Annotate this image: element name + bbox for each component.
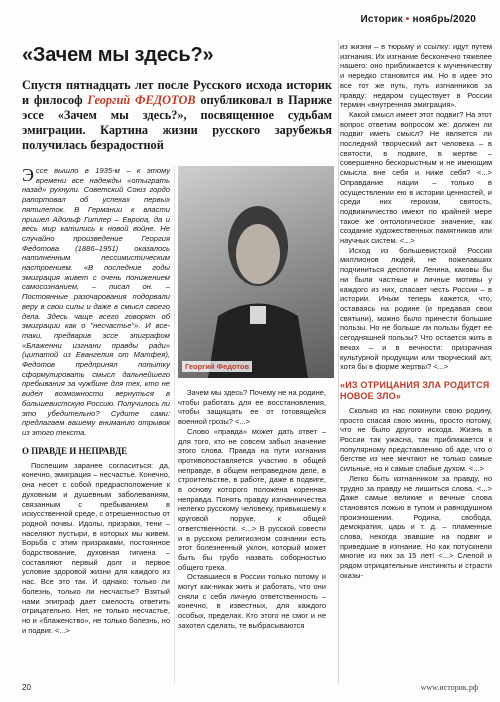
body-paragraph: Какой смысл имеет этот подвиг? На этот вопрос ответим вопросом же: должен ли подвиг иметь смысл? Не является ли последний творческий акт человека – в святости, в подвиге, в жертве – совершенно бескорыстным и не имеющим смысла вне себя и ниже себя? <...> Оправдание нации – только в осуществлении ею в истории ценностей, и среди них героизм, святость, подвижничество имеют по крайней мере такое же онтологическое значение, как создание художественных памятников или научных систем. <...>	[340, 109, 492, 246]
portrait-photo-icon	[178, 166, 334, 378]
column-right	[340, 42, 492, 581]
body-paragraph: Исход из большевистской России миллионов людей, не пожелавших подчиниться деспотии Ленина, каковы бы ни были частные и личные мотивы у каждого из них, спасает честь России – в истории. Иным теперь кажется, что, оставаясь на родине (и предавая свои святыни), можно было принести большие пользы. Но не больше ли пользы будет ее сегодняшней пользы? Что остается жить в веках – и в вечности: призрачная культурной продукции или творческий акт, хотя бы в форме жертвы? <...>	[340, 245, 492, 372]
body-paragraph: Сколько из нас покинули свою родину, просто спасая свою жизнь, просто потому, что не было другого исхода. Жизнь в России так ужасна, так приближается к популярному представлению об аде, что о бегстве из нее мечтают не только самые сильные, но и самые слабые духом. <...>	[340, 405, 492, 474]
portrait-photo	[178, 166, 334, 378]
body-paragraph: Слово «правда» может дать ответ – для того, кто не совсем забыл значение этого слова. Правда на пути изгнания противопоставляется участию в общей неправде, в общем неправедном деле, в строительстве, в работе, даже в подвиге, в основу которого положена коренная неправда. Понять правду изгнанничества нелегко русскому человеку, привыкшему к круговой поруке, к общей ответственности. <...> В русской совести и в русском религиозном сознании есть этот болезненный уклон, который может быть бы грубо назвать соборностью общего греха.	[178, 426, 326, 572]
lead-part2: опубликовал в Париже эссе «Зачем мы здесь?», посвященное судьбам эмиграции. Картина жизни русского зарубежья получилась безрадостной	[22, 93, 332, 152]
header-separator: •	[405, 14, 410, 25]
site-url: www.историк.рф	[420, 683, 478, 692]
page-header	[361, 14, 476, 25]
column-divider	[338, 40, 339, 684]
body-paragraph: из жизни – в тюрьму и ссылку: идут путем изгнания. Их изгнание бесконечно тяжелее нашего: оно приближается к мученичеству и нередко становится им. Но в идее это все тот же путь, путь изгнанников за правду: недаром существует в России термин «внутренняя эмиграция».	[340, 42, 492, 110]
column-middle	[178, 388, 326, 631]
body-paragraph: Оставшиеся в России только потому и могут как-никак жить и работать, что они сняли с себя личную ответственность – конечно, в известных, для каждого особых, пределах. Кто этого не смог и не захотел сделать, те выбрасываются	[178, 572, 326, 630]
drop-cap: Э	[22, 165, 34, 185]
body-paragraph: Поспешим заранее согласиться: да, конечно, эмиграция – несчастье. Конечно, она несет с собой предрасположение к духовным и душевным заболеваниям, связанным с пребыванием в искусственной среде, с отрешенностью от родной почвы. Идолы, призраки, тени – населяют пустыри, в которых мы живем. Борьба с этим призраками, постоянное бодрствование, духовная гигиена – составляют первый долг и первое условие здоровой жизни для каждого из нас. Все это так. И однако: только ли болезнь, только ли несчастье? Взятый нами эпиграф дает смелость ответить отрицательно. Нет, не только несчастье, но и «блаженство», не только болезнь, но и подвиг. <...>	[22, 460, 170, 635]
page-footer	[22, 683, 478, 692]
column-divider-2	[174, 166, 175, 684]
article-title: «Зачем мы здесь?»	[22, 44, 214, 66]
page-number: 20	[22, 683, 31, 692]
issue-date: ноябрь/2020	[412, 14, 476, 25]
lead-author: Георгий ФЕДОТОВ	[87, 93, 196, 107]
body-paragraph: Зачем мы здесь? Почему не на родине, чтобы работать для ее восстановления, чтобы защищать ее от готовящейся военной грозы? <...>	[178, 388, 326, 427]
photo-caption: Георгий Федотов	[182, 361, 252, 372]
subhead-truth: О ПРАВДЕ И НЕПРАВДЕ	[22, 445, 128, 456]
lead-part1: Спустя пятнадцать лет после Русского исхода историк и философ	[22, 78, 332, 107]
intro-text	[22, 166, 170, 438]
body-paragraph: Легко быть изгнанником за правду, но трудно за правду не лишиться слова. <...> Даже самые великие и вечные слова становятся ложью в тупом и равнодушном произношении. Родина, свобода, демократия, царь и т. д. – пламенные слова, некогда звавшие на подвиг и приведшие в изгнание. Но как потускнели многие из них за 15 лет! <...> Слепой и рядом отрицательные инстинкты и страсти оказы-	[340, 473, 492, 580]
section-name: Историк	[360, 14, 403, 25]
column-left	[22, 166, 170, 635]
subhead-evil: «ИЗ ОТРИЦАНИЯ ЗЛА РОДИТСЯ НОВОЕ ЗЛО»	[340, 379, 490, 401]
intro-body: ссе вышло в 1935-м – к этому времени все надежды «отыграть назад» рухнули. Советский Союз гордо рапортовал об успехах первых пятилеток. В Германии к власти пришел Адольф Гитлер – Европа, да и весь мир катились к новой войне. Не случайно произведение Георгия Федотова (1886–1951) оказалось наполненным пессимистическим настроением. «В последние годы эмиграция живет с очень понижением самосознанием, – писал он. – Постоянные разочарования подорвали веру в свои силы и даже в смысл своего дела. Здесь чаще всего говорят об эмиграции как о "несчастье"». И все-таки, предварив эссе эпиграфом «Блаженни изгнани правды ради» (цитатой из Евангелия от Матфея), Федотов предпринял попытку сформулировать смысл дальнейшего пребывания за чужбине для тех, кто не видел возможности вернуться в большевистскую Россию. Получилось ли это убедительно? Судите сами: предлагаем вашему вниманию отрывок из этого текста.	[22, 166, 170, 437]
article-lead	[22, 78, 332, 153]
